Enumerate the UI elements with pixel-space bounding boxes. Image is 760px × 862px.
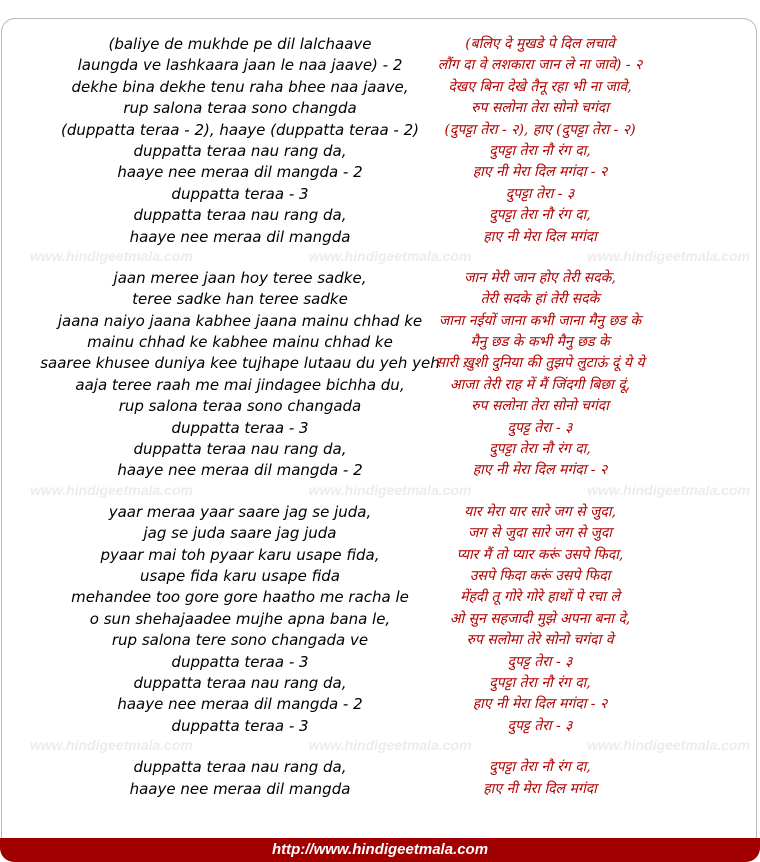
- lyric-line: [0, 630, 760, 651]
- hindi-lyric: दुपट्टा तेरा नौ रंग दा,: [489, 441, 591, 458]
- hindi-lyric: दुपट्टा तेरा नौ रंग दा,: [489, 759, 591, 776]
- hindi-lyric: हाए नी मेरा दिल मगंदा - २: [472, 462, 608, 479]
- lyric-line: [0, 779, 760, 800]
- watermark-text: www.hindigeetmala.com: [308, 737, 472, 754]
- watermark-text: www.hindigeetmala.com: [587, 247, 750, 264]
- hindi-lyric: दुपट्टा तेरा नौ रंग दा,: [489, 207, 591, 224]
- lyric-line: [0, 502, 760, 523]
- hindi-lyric: उसपे फिदा करूं उसपे फिदा: [469, 567, 611, 584]
- hindi-lyric: दुपट्टा तेरा नौ रंग दा,: [489, 674, 591, 691]
- english-lyric: duppatta teraa - 3: [171, 652, 309, 671]
- lyric-line: [0, 141, 760, 162]
- watermark-text: www.hindigeetmala.com: [308, 481, 472, 498]
- english-lyric: laungda ve lashkaara jaan le naa jaave) - 2: [77, 56, 403, 75]
- lyric-line: [0, 98, 760, 119]
- lyric-line: [0, 716, 760, 737]
- english-lyric: duppatta teraa nau rang da,: [133, 141, 347, 160]
- english-lyric: (baliye de mukhde pe dil lalchaave: [108, 35, 372, 53]
- hindi-lyric: रुप सलोमा तेरे सोनो चगंदा वे: [466, 632, 614, 649]
- hindi-lyric: हाए नी मेरा दिल मगंदा - २: [472, 164, 608, 181]
- english-lyric: jag se juda saare jag juda: [143, 524, 337, 543]
- hindi-lyric: हाए नी मेरा दिल मगंदा: [483, 780, 597, 797]
- english-lyric: teree sadke han teree sadke: [132, 290, 348, 309]
- hindi-lyric: आजा तेरी राह में मैं जिंदगी बिछा दूं,: [449, 376, 631, 393]
- english-lyric: rup salona teraa sono changada: [118, 397, 362, 416]
- lyric-line: [0, 439, 760, 460]
- english-lyric: dekhe bina dekhe tenu raha bhee naa jaave,: [71, 77, 409, 96]
- lyric-line: [0, 184, 760, 205]
- english-lyric: (duppatta teraa - 2), haaye (duppatta teraa - 2): [61, 120, 419, 139]
- english-lyric: duppatta teraa nau rang da,: [133, 206, 347, 225]
- hindi-lyric: दुपट्ट तेरा - ३: [507, 653, 573, 670]
- hindi-lyric: सारी ख़ुशी दुनिया की तुझपे लुटाऊं दूं ये ये: [435, 355, 645, 372]
- lyric-line: [0, 566, 760, 587]
- hindi-lyric: जान मेरी जान होए तेरी सदके,: [464, 269, 616, 286]
- english-lyric: duppatta teraa nau rang da,: [133, 673, 347, 692]
- english-lyric: haaye nee meraa dil mangda - 2: [117, 695, 363, 714]
- hindi-lyric: (दुपट्टा तेरा - २), हाए (दुपट्टा तेरा - २): [444, 121, 636, 138]
- lyric-line: [0, 77, 760, 98]
- lyric-line: [0, 289, 760, 310]
- lyric-line: [0, 460, 760, 481]
- english-lyric: duppatta teraa - 3: [171, 418, 309, 437]
- lyric-line: [0, 652, 760, 673]
- lyric-line: [0, 353, 760, 374]
- lyrics-container: [0, 34, 760, 800]
- watermark-text: www.hindigeetmala.com: [587, 481, 750, 498]
- english-lyric: mehandee too gore gore haatho me racha le: [71, 588, 409, 607]
- english-lyric: saaree khusee duniya kee tujhape lutaau du yeh yeh: [40, 354, 440, 373]
- english-lyric: haaye nee meraa dil mangda - 2: [117, 461, 363, 480]
- lyric-line: [0, 694, 760, 715]
- english-lyric: rup salona teraa sono changda: [123, 99, 357, 118]
- english-lyric: pyaar mai toh pyaar karu usape fida,: [100, 545, 380, 564]
- lyric-line: [0, 268, 760, 289]
- watermark-strip: [30, 482, 750, 498]
- footer-url[interactable]: http://www.hindigeetmala.com: [271, 841, 489, 858]
- hindi-lyric: जग से जुदा सारे जग से जुदा: [468, 525, 612, 542]
- hindi-lyric: ओ सुन सहजादी मुझे अपना बना दे,: [449, 610, 631, 627]
- watermark-row: [0, 482, 760, 502]
- english-lyric: mainu chhad ke kabhee mainu chhad ke: [87, 333, 393, 352]
- hindi-lyric: दुपट्ट तेरा - ३: [507, 419, 573, 436]
- lyric-line: [0, 162, 760, 183]
- lyric-line: [0, 545, 760, 566]
- english-lyric: o sun shehajaadee mujhe apna bana le,: [89, 609, 391, 628]
- watermark-text: www.hindigeetmala.com: [30, 481, 193, 498]
- hindi-lyric: रुप सलोना तेरा सोनो चगंदा: [471, 100, 609, 117]
- english-lyric: duppatta teraa - 3: [171, 184, 309, 203]
- english-lyric: haaye nee meraa dil mangda: [129, 779, 351, 798]
- lyric-line: [0, 673, 760, 694]
- lyric-line: [0, 523, 760, 544]
- watermark-text: www.hindigeetmala.com: [308, 247, 472, 264]
- english-lyric: usape fida karu usape fida: [140, 566, 340, 585]
- watermark-strip: [30, 248, 750, 264]
- hindi-lyric: रुप सलोना तेरा सोनो चगंदा: [471, 398, 609, 415]
- watermark-row: [0, 737, 760, 757]
- hindi-lyric: दुपट्टा तेरा नौ रंग दा,: [489, 142, 591, 159]
- english-lyric: yaar meraa yaar saare jag se juda,: [108, 502, 372, 521]
- english-lyric: haaye nee meraa dil mangda - 2: [117, 163, 363, 182]
- hindi-lyric: दुपट्टा तेरा - ३: [505, 185, 575, 202]
- lyric-line: [0, 375, 760, 396]
- english-lyric: duppatta teraa - 3: [171, 716, 309, 735]
- english-lyric: duppatta teraa nau rang da,: [133, 440, 347, 459]
- lyric-line: [0, 120, 760, 141]
- lyric-line: [0, 587, 760, 608]
- lyric-line: [0, 311, 760, 332]
- lyric-line: [0, 205, 760, 226]
- english-lyric: duppatta teraa nau rang da,: [133, 758, 347, 777]
- watermark-strip: [30, 737, 750, 753]
- hindi-lyric: (बलिए दे मुखडे पे दिल लचावे: [465, 36, 615, 52]
- hindi-lyric: हाए नी मेरा दिल मगंदा: [483, 228, 597, 245]
- hindi-lyric: तेरी सदके हां तेरी सदके: [480, 291, 600, 308]
- hindi-lyric: देखए बिना देखे तैनू रहा भी ना जावे,: [448, 78, 632, 95]
- watermark-text: www.hindigeetmala.com: [30, 247, 193, 264]
- hindi-lyric: जाना नईयों जाना कभी जाना मैनु छड के: [438, 312, 642, 329]
- hindi-lyric: यार मेरा यार सारे जग से जुदा,: [464, 503, 616, 520]
- hindi-lyric: लौंग दा वे लशकारा जान ले ना जावे) - २: [437, 57, 643, 74]
- english-lyric: haaye nee meraa dil mangda: [129, 227, 351, 246]
- hindi-lyric: दुपट्ट तेरा - ३: [507, 717, 573, 734]
- watermark-text: www.hindigeetmala.com: [30, 737, 193, 754]
- english-lyric: aaja teree raah me mai jindagee bichha du,: [75, 375, 405, 394]
- lyric-line: [0, 757, 760, 778]
- lyric-line: [0, 34, 760, 55]
- english-lyric: rup salona tere sono changada ve: [111, 631, 369, 650]
- watermark-row: [0, 248, 760, 268]
- english-lyric: jaan meree jaan hoy teree sadke,: [113, 268, 367, 287]
- hindi-lyric: प्यार मैं तो प्यार करूं उसपे फिदा,: [456, 546, 624, 563]
- hindi-lyric: मेंहदी तू गोरे गोरे हाथों पे रचा ले: [460, 589, 620, 606]
- watermark-text: www.hindigeetmala.com: [587, 737, 750, 754]
- lyric-line: [0, 55, 760, 76]
- lyric-line: [0, 609, 760, 630]
- hindi-lyric: हाए नी मेरा दिल मगंदा - २: [472, 696, 608, 713]
- lyric-line: [0, 418, 760, 439]
- lyric-line: [0, 227, 760, 248]
- english-lyric: jaana naiyo jaana kabhee jaana mainu chhad ke: [57, 311, 423, 330]
- lyric-line: [0, 396, 760, 417]
- hindi-lyric: मैनु छड के कभी मैनु छड के: [470, 334, 610, 351]
- footer-bar: [0, 838, 760, 862]
- lyric-line: [0, 332, 760, 353]
